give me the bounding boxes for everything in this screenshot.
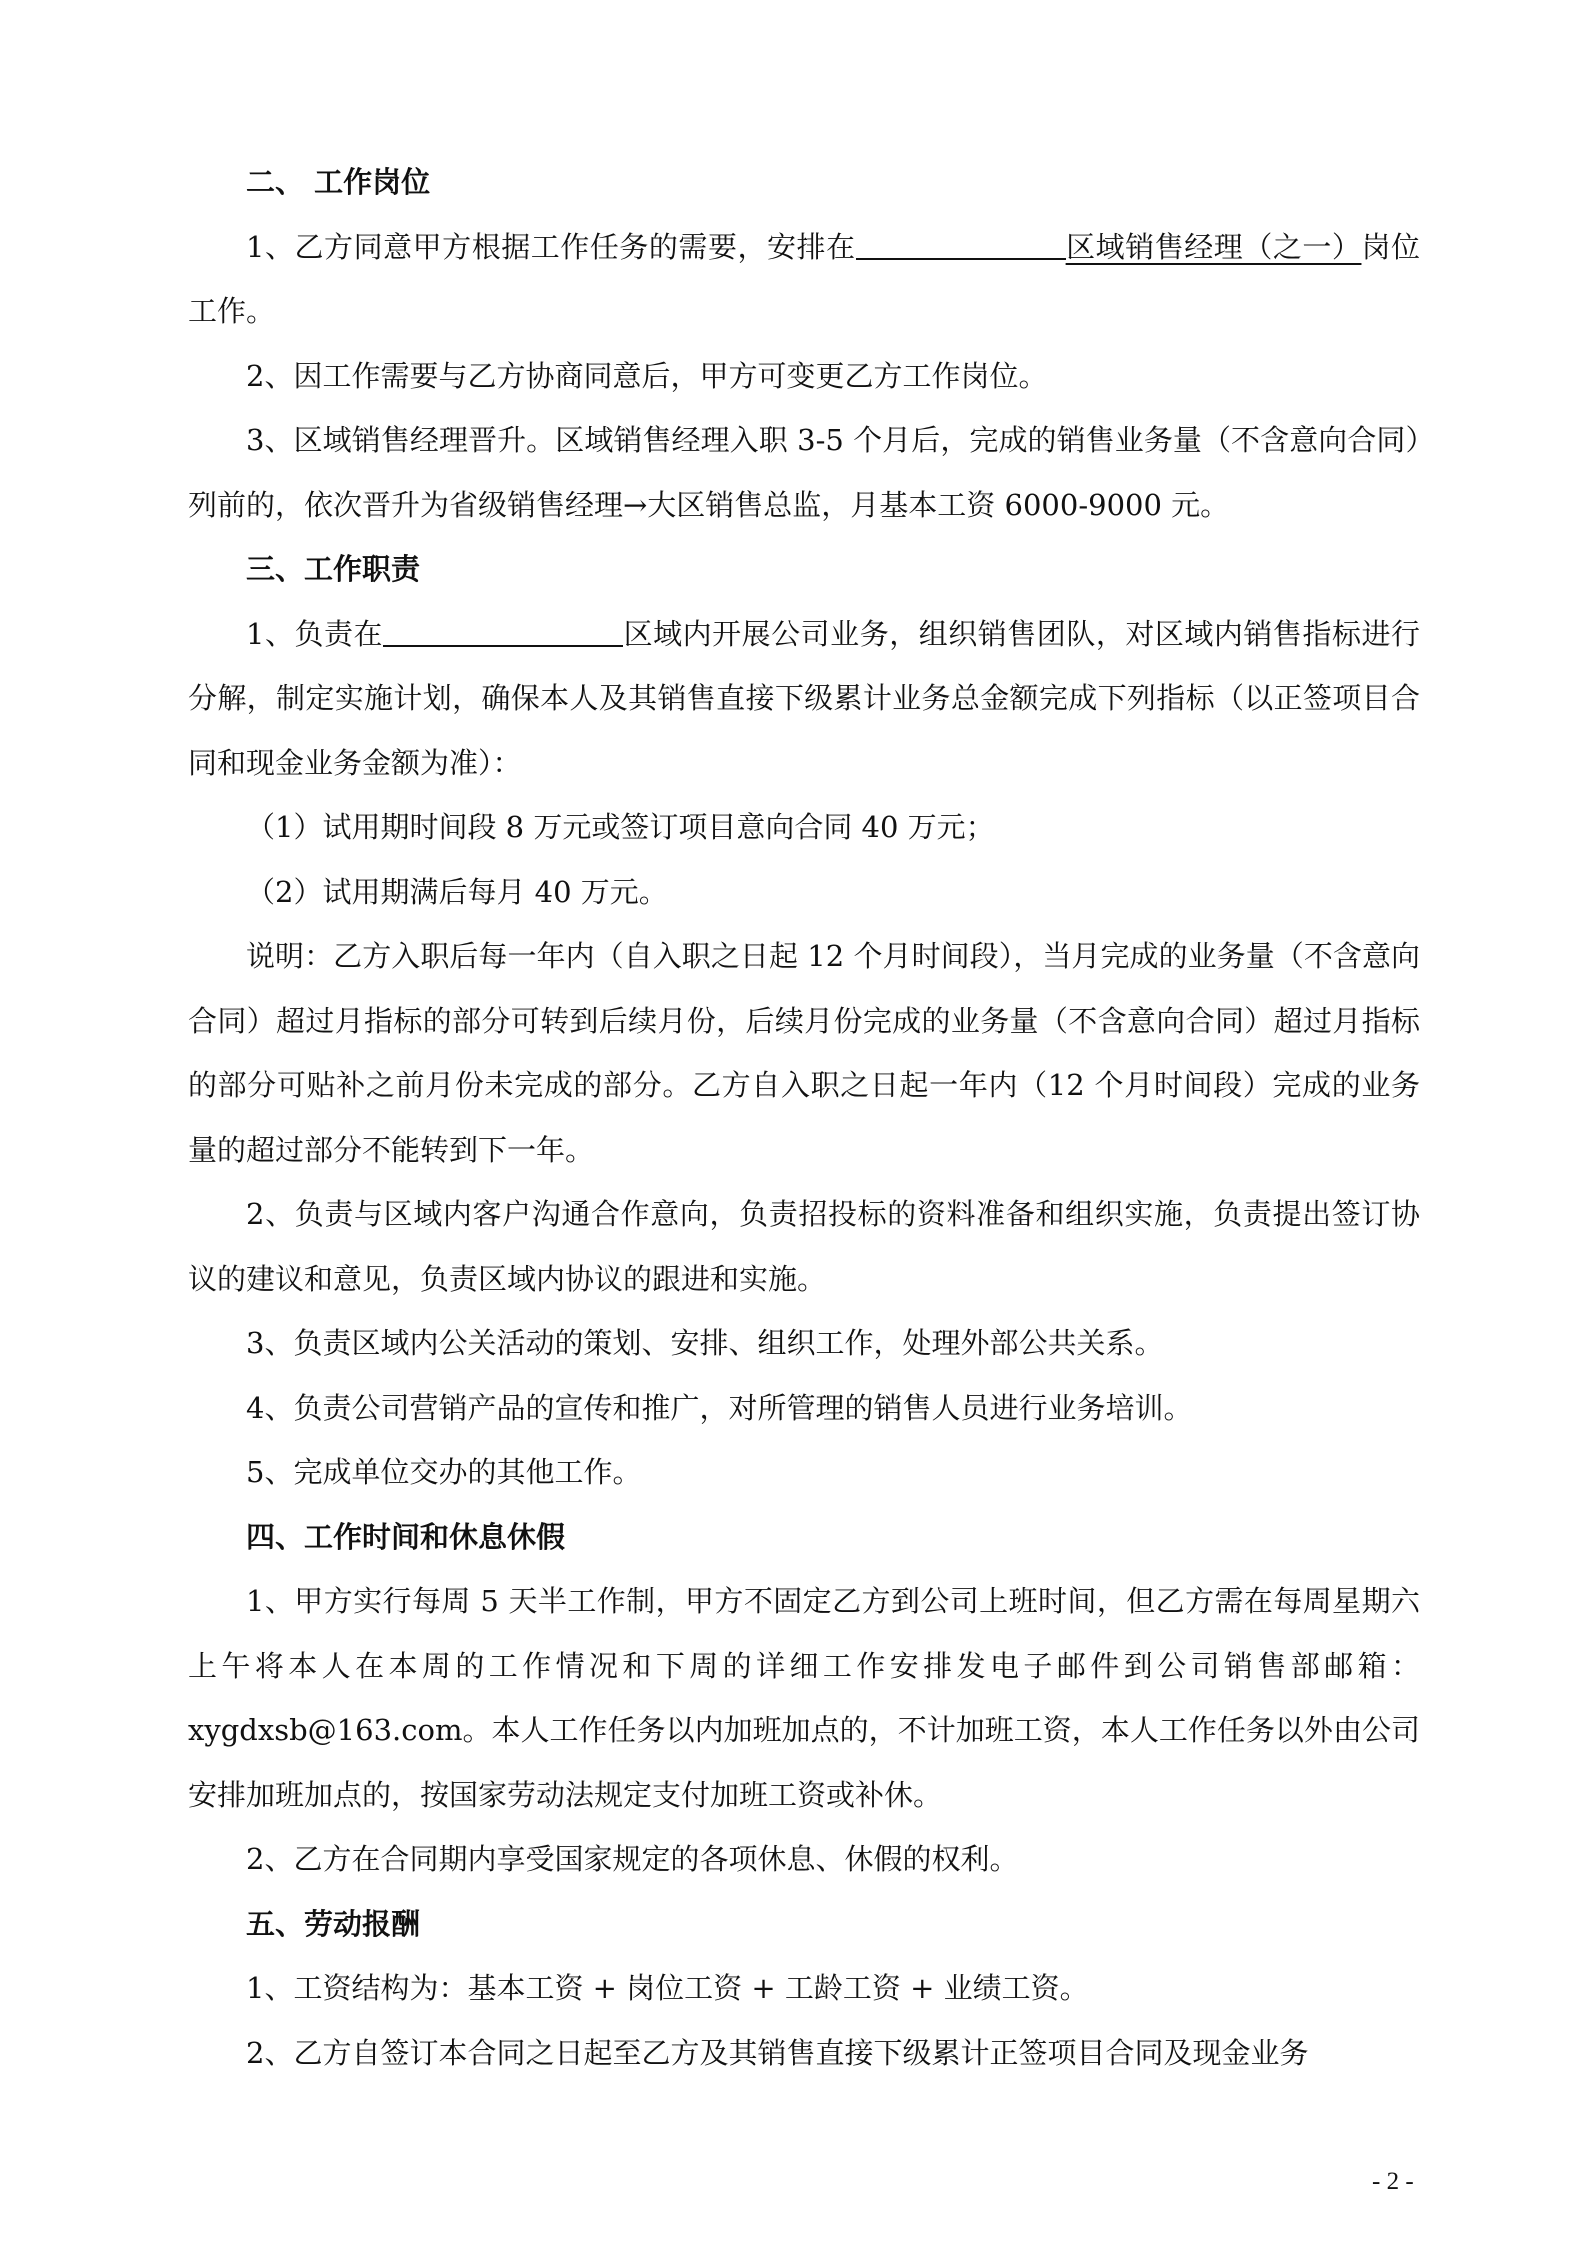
paragraph-work-schedule: 1、甲方实行每周 5 天半工作制，甲方不固定乙方到公司上班时间，但乙方需在每周星期六上午将本人在本周的工作情况和下周的详细工作安排发电子邮件到公司销售部邮箱：xygdxsb@163.com。本人工作任务以内加班加点的，不计加班工资，本人工作任务以外由公司安排加班加点的，按国家劳动法规定支付加班工资或补休。 [188, 1584, 1420, 1812]
paragraph-position-assignment [188, 215, 1420, 344]
page-number: - 2 - [1372, 2168, 1414, 2195]
text-assign-suffix: 岗位工作。 [188, 229, 1420, 328]
list-item-monthly-target: （2）试用期满后每月 40 万元。 [246, 874, 668, 909]
document-page [188, 150, 1420, 2085]
section-heading-working-hours: 四、工作时间和休息休假 [246, 1519, 566, 1554]
paragraph-duty-1 [188, 602, 1420, 796]
paragraph-salary-start: 2、乙方自签订本合同之日起至乙方及其销售直接下级累计正签项目合同及现金业务 [246, 2035, 1309, 2070]
text-duty-prefix: 1、负责在 [246, 616, 384, 651]
position-title: 区域销售经理（之一） [1065, 229, 1362, 264]
blank-underline-region [856, 228, 1066, 260]
section-heading-duties: 三、工作职责 [246, 552, 421, 586]
text-assign-prefix: 1、乙方同意甲方根据工作任务的需要，安排在 [246, 229, 856, 264]
section-heading-position: 二、 工作岗位 [246, 165, 431, 199]
paragraph-promotion: 3、区域销售经理晋升。区域销售经理入职 3-5 个月后，完成的销售业务量（不含意向合同）列前的，依次晋升为省级销售经理→大区销售总监，月基本工资 6000-9000 元。 [188, 423, 1420, 522]
paragraph-salary-structure: 1、工资结构为：基本工资 + 岗位工资 + 工龄工资 + 业绩工资。 [246, 1971, 1089, 2005]
paragraph-leave-rights: 2、乙方在合同期内享受国家规定的各项休息、休假的权利。 [246, 1842, 1019, 1876]
paragraph-note: 说明：乙方入职后每一年内（自入职之日起 12 个月时间段），当月完成的业务量（不含意向合同）超过月指标的部分可转到后续月份，后续月份完成的业务量（不含意向合同）超过月指标的部分可贴补之前月份未完成的部分。乙方自入职之日起一年内（12 个月时间段）完成的业务量的超过部分不能转到下一年。 [188, 939, 1420, 1167]
list-item-probation-target: （1）试用期时间段 8 万元或签订项目意向合同 40 万元； [246, 810, 995, 844]
blank-underline-area [383, 615, 623, 647]
paragraph-position-change: 2、因工作需要与乙方协商同意后，甲方可变更乙方工作岗位。 [246, 358, 1048, 393]
paragraph-duty-4: 4、负责公司营销产品的宣传和推广，对所管理的销售人员进行业务培训。 [246, 1390, 1193, 1425]
paragraph-duty-5: 5、完成单位交办的其他工作。 [246, 1455, 642, 1489]
paragraph-duty-2: 2、负责与区域内客户沟通合作意向，负责招投标的资料准备和组织实施，负责提出签订协议的建议和意见，负责区域内协议的跟进和实施。 [188, 1197, 1420, 1296]
text-duty-suffix: 区域内开展公司业务，组织销售团队，对区域内销售指标进行分解，制定实施计划，确保本人及其销售直接下级累计业务总金额完成下列指标（以正签项目合同和现金业务金额为准）： [188, 616, 1420, 780]
paragraph-duty-3: 3、负责区域内公关活动的策划、安排、组织工作，处理外部公共关系。 [246, 1326, 1164, 1360]
section-heading-compensation: 五、劳动报酬 [246, 1906, 421, 1941]
